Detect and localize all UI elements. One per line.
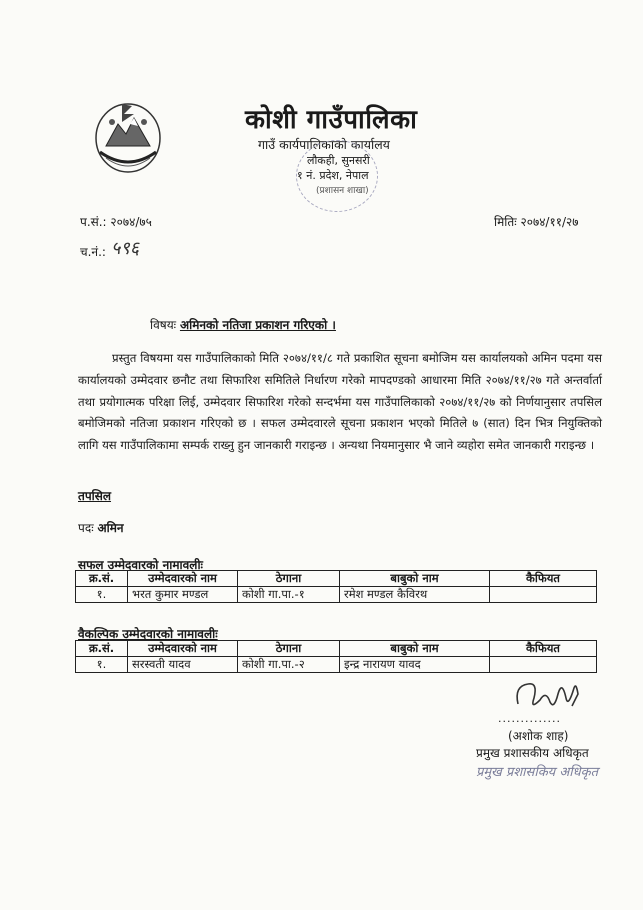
cell-name: सरस्वती यादव [128,657,238,673]
col-remarks: कैफियत [490,641,597,657]
page-title: कोशी गाउँपालिका [245,105,418,135]
table-row [76,657,597,673]
post-label: पदः [78,521,94,535]
designation-stamp: प्रमुख प्रशासकिय अधिकृत [476,765,599,780]
dispatch-number: ५९६ [111,238,140,259]
post-line [78,519,124,536]
table-header-row [76,641,597,657]
signature-line: .............. [498,712,561,725]
post-value: अमिन [97,521,124,535]
col-sn: क्र.सं. [76,571,128,587]
cell-remarks [490,587,597,603]
col-remarks: कैफियत [490,571,597,587]
col-name: उम्मेदवारको नाम [128,641,238,657]
table-row [76,587,597,603]
cell-father: इन्द्र नारायण यावद [340,657,490,673]
schedule-heading: तपसिल [78,489,112,503]
cell-name: भरत कुमार मण्डल [128,587,238,603]
col-father: बाबुको नाम [340,641,490,657]
successful-heading: सफल उम्मेदवारको नामावलीः [78,558,203,572]
handwritten-signature [512,676,584,716]
cell-remarks [490,657,597,673]
col-name: उम्मेदवारको नाम [128,571,238,587]
cell-sn: १. [76,587,128,603]
letter-date: मितिः २०७४/११/२७ [494,215,579,229]
signatory-designation: प्रमुख प्रशासकीय अधिकृत [476,746,589,760]
cell-sn: १. [76,657,128,673]
address-line-3: (प्रशासन शाखा) [316,186,369,196]
dispatch-label: च.नं.: [80,245,106,259]
cell-father: रमेश मण्डल कैविरथ [340,587,490,603]
col-father: बाबुको नाम [340,571,490,587]
alternate-table [75,640,597,673]
col-address: ठेगाना [238,571,340,587]
address-line-1: लौकही, सुनसरी [307,154,370,167]
address-line-2: १ नं. प्रदेश, नेपाल [297,169,369,182]
col-sn: क्र.सं. [76,641,128,657]
body-paragraph: प्रस्तुत विषयमा यस गाउँपालिकाको मिति २०७४/११/८ गते प्रकाशित सूचना बमोजिम यस कार्यालयको अमिन पदमा यस कार्यालयको उम्मेदवार छनौट तथा सिफारिश समितिले निर्धारण गरेको मापदण्डको आधारमा मिति २०७४/११/२७ गते अन्तर्वार्ता तथा प्रयोगात्मक परिक्षा लिई, उम्मेदवार सिफारिश गरेको सन्दर्भमा यस गाउँपालिकाको २०७४/११/२७ को निर्णयानुसार तपसिल बमोजिमको नतिजा प्रकाशन गरिएको छ । सफल उम्मेदवारले सूचना प्रकाशन भएको मितिले ७ (सात) दिन भित्र नियुक्तिको लागि यस गाउँपालिकामा सम्पर्क राख्नु हुन जानकारी गराइन्छ । अन्यथा नियमानुसार भै जाने व्यहोरा समेत जानकारी गराइन्छ । [78,351,602,453]
signatory-name: (अशोक शाह) [508,729,569,743]
cell-address: कोशी गा.पा.-१ [238,587,340,603]
subject-text: अमिनको नतिजा प्रकाशन गरिएको । [179,318,336,332]
subject-line [150,316,336,333]
subject-label: विषयः [150,318,177,332]
government-emblem-icon [92,94,164,176]
office-subtitle: गाउँ कार्यपालिकाको कार्यालय [258,137,390,152]
reference-number: प.सं.: २०७४/७५ [80,215,152,229]
table-header-row [76,571,597,587]
successful-table [75,570,597,603]
alternate-heading: वैकल्पिक उम्मेदवारको नामावलीः [78,627,218,641]
col-address: ठेगाना [238,641,340,657]
cell-address: कोशी गा.पा.-२ [238,657,340,673]
